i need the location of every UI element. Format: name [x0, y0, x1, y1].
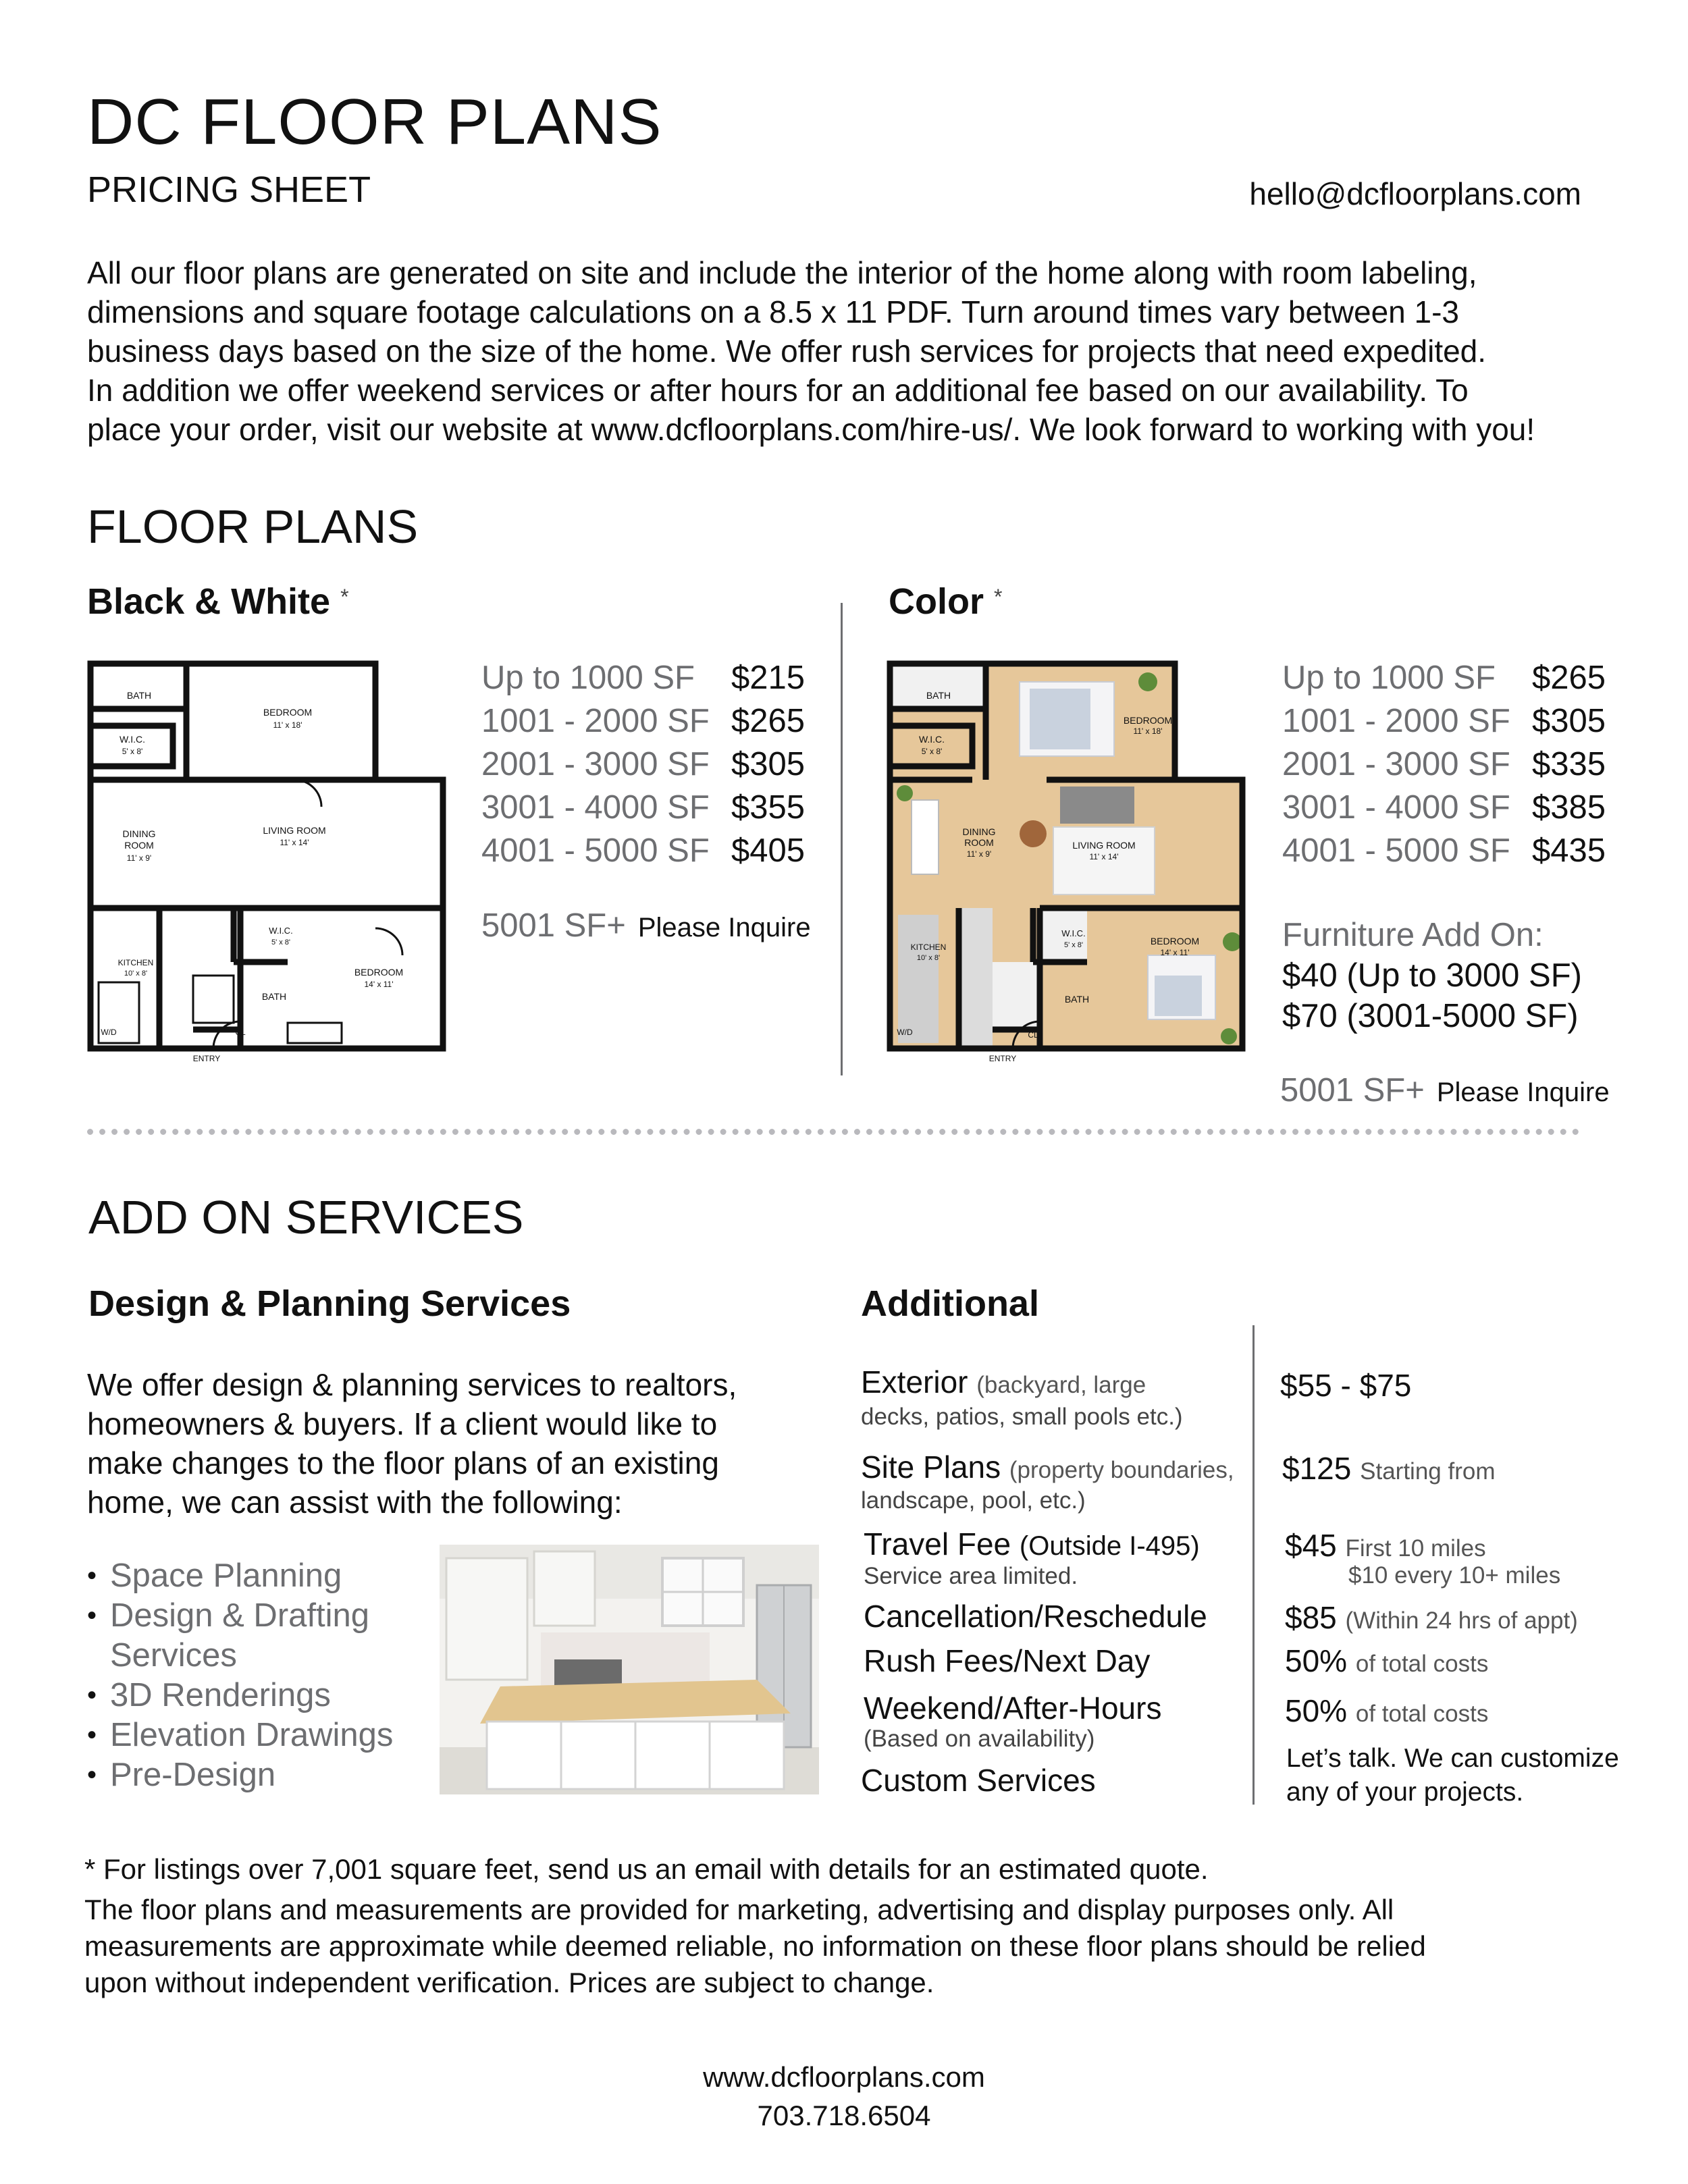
price-value: $355 — [731, 789, 806, 826]
color-price-row — [1282, 786, 1606, 829]
bw-price-table — [481, 656, 805, 872]
service-site-plans — [861, 1449, 1234, 1514]
plan-label-wd: W/D — [897, 1028, 913, 1037]
service-name: Custom Services — [861, 1763, 1096, 1798]
service-price: $85 — [1285, 1600, 1337, 1635]
intro-line: business days based on the size of the home. We offer rush services for projects that need expedited. — [87, 334, 1487, 369]
bw-inquire-row — [481, 907, 811, 944]
bw-inquire-text: Please Inquire — [637, 913, 811, 942]
service-custom — [861, 1762, 1096, 1799]
plan-label-entry: ENTRY — [192, 1054, 221, 1063]
page-title: DC FLOOR PLANS — [87, 86, 662, 158]
price-cancellation — [1285, 1599, 1578, 1636]
plan-label-wic-dim: 5' x 8' — [921, 747, 943, 756]
design-service-list — [87, 1556, 438, 1795]
intro-line: place your order, visit our website at www.dcfloorplans.com/hire-us/. We look forward to working with you! — [87, 412, 1535, 447]
bw-inquire-range: 5001 SF+ — [481, 907, 626, 944]
plan-label-room: ROOM — [124, 840, 154, 851]
color-price-row — [1282, 656, 1606, 699]
bullet-icon: • — [87, 1601, 97, 1630]
list-item-label: Space Planning — [110, 1557, 342, 1594]
plan-label-wic2: W.I.C. — [1061, 928, 1086, 938]
intro-paragraph — [87, 253, 1654, 449]
bw-price-row — [481, 656, 805, 699]
service-name: Exterior — [861, 1364, 968, 1400]
disclaimer-line: The floor plans and measurements are provided for marketing, advertising and display purposes only. All — [84, 1894, 1394, 1925]
plan-label-dining: DINING — [962, 826, 996, 837]
bw-floor-plan — [85, 658, 446, 1063]
plan-label-wic2: W.I.C. — [269, 926, 293, 936]
service-price-note: First 10 miles — [1345, 1535, 1486, 1562]
list-item — [87, 1596, 438, 1676]
price-exterior — [1280, 1367, 1411, 1404]
bullet-icon: • — [87, 1680, 97, 1710]
plan-label-wic2-dim: 5' x 8' — [1063, 941, 1084, 949]
plan-label-bedroom-dim: 11' x 18' — [273, 720, 302, 730]
color-price-table — [1282, 656, 1606, 872]
bw-heading — [87, 581, 349, 622]
plan-label-bedroom2-dim: 14' x 11' — [364, 980, 394, 989]
plan-label-wic2-dim: 5' x 8' — [271, 938, 291, 947]
service-price-note2: $10 every 10+ miles — [1348, 1562, 1561, 1589]
plan-label-living: LIVING ROOM — [1072, 840, 1136, 851]
plan-label-living: LIVING ROOM — [263, 825, 326, 836]
plan-label-bath2: BATH — [261, 991, 287, 1002]
list-item — [87, 1715, 438, 1755]
service-subnote: decks, patios, small pools etc.) — [861, 1404, 1183, 1430]
service-price: $55 - $75 — [1280, 1368, 1412, 1403]
service-name: Travel Fee — [864, 1526, 1011, 1562]
intro-line: In addition we offer weekend services or after hours for an additional fee based on our availability. To — [87, 373, 1469, 408]
plan-label-bath2: BATH — [1064, 994, 1090, 1005]
service-travel-fee — [864, 1526, 1200, 1589]
plan-label-bedroom2: BEDROOM — [1150, 936, 1200, 947]
price-value: $265 — [731, 703, 806, 739]
design-heading: Design & Planning Services — [88, 1283, 571, 1324]
service-subnote: (Based on availability) — [864, 1726, 1095, 1752]
furniture-addon — [1282, 915, 1582, 1036]
service-note: (Outside I-495) — [1019, 1531, 1200, 1561]
list-item-label: Design & Drafting Services — [110, 1597, 370, 1674]
color-heading-text: Color — [889, 581, 984, 622]
furniture-option: $70 (3001-5000 SF) — [1282, 998, 1579, 1034]
addon-title: ADD ON SERVICES — [88, 1191, 524, 1244]
plan-label-wic: W.I.C. — [119, 734, 146, 745]
plan-label-bath: BATH — [126, 690, 152, 701]
design-description — [87, 1365, 737, 1522]
price-range: 4001 - 5000 SF — [1282, 832, 1510, 869]
plan-label-bedroom2: BEDROOM — [354, 967, 404, 978]
plan-label-bath: BATH — [926, 690, 951, 701]
price-value: $335 — [1532, 746, 1606, 782]
service-price-note: of total costs — [1355, 1651, 1489, 1677]
plan-label-wic-dim: 5' x 8' — [122, 747, 143, 756]
service-price-note: Starting from — [1360, 1458, 1496, 1485]
service-note: (property boundaries, — [1009, 1457, 1234, 1483]
color-price-row — [1282, 699, 1606, 743]
service-price-note: (Within 24 hrs of appt) — [1345, 1607, 1578, 1634]
service-price-line: any of your projects. — [1286, 1778, 1524, 1807]
service-price: 50% — [1285, 1643, 1348, 1678]
service-rush-fees — [864, 1643, 1150, 1679]
plan-label-cl: CL — [1028, 1030, 1038, 1040]
plan-label-bedroom: BEDROOM — [263, 707, 313, 718]
color-heading — [889, 581, 1002, 622]
furniture-label: Furniture Add On: — [1282, 917, 1544, 953]
service-name: Site Plans — [861, 1449, 1001, 1485]
plan-label-wd: W/D — [101, 1028, 117, 1037]
bullet-icon: • — [87, 1561, 97, 1591]
intro-line: All our floor plans are generated on site and include the interior of the home along with room labeling, — [87, 255, 1477, 290]
color-floor-plan — [885, 658, 1246, 1063]
service-name: Weekend/After-Hours — [864, 1690, 1162, 1726]
price-range: 3001 - 4000 SF — [1282, 789, 1510, 826]
bullet-icon: • — [87, 1720, 97, 1750]
plan-label-bedroom2-dim: 14' x 11' — [1160, 948, 1190, 957]
plan-label-living-dim: 11' x 14' — [280, 838, 309, 847]
price-value: $405 — [731, 832, 806, 869]
design-line: We offer design & planning services to realtors, — [87, 1367, 737, 1402]
price-value: $305 — [731, 746, 806, 782]
service-exterior — [861, 1364, 1183, 1430]
plan-label-dining: DINING — [122, 828, 156, 839]
color-inquire-row — [1280, 1071, 1610, 1109]
price-value: $435 — [1532, 832, 1606, 869]
plan-label-cl: CL — [235, 1028, 246, 1037]
price-range: 2001 - 3000 SF — [1282, 746, 1510, 782]
footnotes — [84, 1851, 1426, 2001]
plan-label-living-dim: 11' x 14' — [1089, 852, 1119, 861]
service-weekend — [864, 1690, 1161, 1752]
plan-label-entry: ENTRY — [988, 1054, 1017, 1063]
additional-divider — [1252, 1325, 1255, 1805]
additional-heading: Additional — [861, 1283, 1039, 1324]
list-item-label: Elevation Drawings — [110, 1717, 394, 1753]
bw-heading-text: Black & White — [87, 581, 331, 622]
plan-label-kitchen: KITCHEN — [910, 942, 947, 952]
page-subtitle: PRICING SHEET — [87, 169, 371, 210]
service-name: Rush Fees/Next Day — [864, 1643, 1151, 1678]
disclaimer-line: measurements are approximate while deemed reliable, no information on these floor plans should be relied — [84, 1930, 1426, 1962]
price-value: $265 — [1532, 660, 1606, 696]
service-note: (backyard, large — [976, 1372, 1146, 1398]
footer-phone[interactable]: 703.718.6504 — [757, 2100, 931, 2131]
intro-line: dimensions and square footage calculations on a 8.5 x 11 PDF. Turn around times vary between 1-3 — [87, 294, 1459, 329]
price-range: 3001 - 4000 SF — [481, 789, 710, 826]
contact-email[interactable]: hello@dcfloorplans.com — [1249, 176, 1581, 211]
price-range: 1001 - 2000 SF — [481, 703, 710, 739]
service-price: 50% — [1285, 1693, 1348, 1728]
floor-plans-title: FLOOR PLANS — [87, 500, 419, 553]
price-range: 2001 - 3000 SF — [481, 746, 710, 782]
price-weekend — [1285, 1693, 1488, 1729]
plan-label-dining-dim: 11' x 9' — [126, 853, 152, 863]
price-range: 1001 - 2000 SF — [1282, 703, 1510, 739]
bw-asterisk: * — [340, 585, 349, 609]
price-value: $215 — [731, 660, 806, 696]
price-range: 4001 - 5000 SF — [481, 832, 710, 869]
color-price-row — [1282, 829, 1606, 872]
price-rush-fees — [1285, 1643, 1488, 1679]
service-price-note: of total costs — [1355, 1701, 1489, 1727]
plan-label-dining-dim: 11' x 9' — [966, 849, 992, 859]
color-inquire-range: 5001 SF+ — [1280, 1072, 1425, 1109]
bullet-icon: • — [87, 1760, 97, 1790]
bw-price-row — [481, 786, 805, 829]
bw-price-row — [481, 699, 805, 743]
service-subnote: Service area limited. — [864, 1563, 1078, 1589]
floor-plans-divider — [841, 603, 843, 1075]
service-name: Cancellation/Reschedule — [864, 1599, 1207, 1634]
color-asterisk: * — [994, 585, 1003, 609]
price-range: Up to 1000 SF — [481, 660, 695, 696]
service-price-line: Let’s talk. We can customize — [1286, 1744, 1619, 1773]
price-travel-fee — [1285, 1527, 1560, 1588]
plan-label-kitchen-dim: 10' x 8' — [124, 969, 148, 978]
service-cancellation — [864, 1598, 1207, 1634]
plan-label-kitchen: KITCHEN — [117, 958, 154, 967]
service-price: $125 — [1282, 1451, 1352, 1486]
price-value: $385 — [1532, 789, 1606, 826]
kitchen-rendering-image — [440, 1545, 819, 1794]
list-item-label: 3D Renderings — [110, 1677, 331, 1713]
design-line: homeowners & buyers. If a client would like to — [87, 1406, 718, 1441]
service-subnote: landscape, pool, etc.) — [861, 1487, 1086, 1514]
plan-label-wic: W.I.C. — [918, 734, 945, 745]
list-item-label: Pre-Design — [110, 1757, 276, 1793]
service-price: $45 — [1285, 1528, 1337, 1563]
design-line: home, we can assist with the following: — [87, 1485, 623, 1520]
plan-label-room: ROOM — [964, 837, 994, 848]
price-custom — [1286, 1742, 1619, 1809]
disclaimer-line: upon without independent verification. Prices are subject to change. — [84, 1967, 934, 1998]
bw-price-row — [481, 743, 805, 786]
list-item — [87, 1676, 438, 1715]
asterisk-note: * For listings over 7,001 square feet, send us an email with details for an estimated quote. — [84, 1853, 1209, 1885]
footer-website[interactable]: www.dcfloorplans.com — [703, 2061, 985, 2093]
plan-label-bedroom: BEDROOM — [1123, 715, 1173, 726]
plan-label-kitchen-dim: 10' x 8' — [916, 954, 941, 962]
color-price-row — [1282, 743, 1606, 786]
list-item — [87, 1755, 438, 1795]
bw-price-row — [481, 829, 805, 872]
list-item — [87, 1556, 438, 1596]
price-site-plans — [1282, 1450, 1495, 1487]
plan-label-bedroom-dim: 11' x 18' — [1133, 726, 1163, 736]
design-line: make changes to the floor plans of an existing — [87, 1445, 719, 1481]
price-value: $305 — [1532, 703, 1606, 739]
color-inquire-text: Please Inquire — [1436, 1077, 1610, 1107]
section-divider — [87, 1129, 1579, 1135]
furniture-option: $40 (Up to 3000 SF) — [1282, 957, 1582, 994]
price-range: Up to 1000 SF — [1282, 660, 1496, 696]
